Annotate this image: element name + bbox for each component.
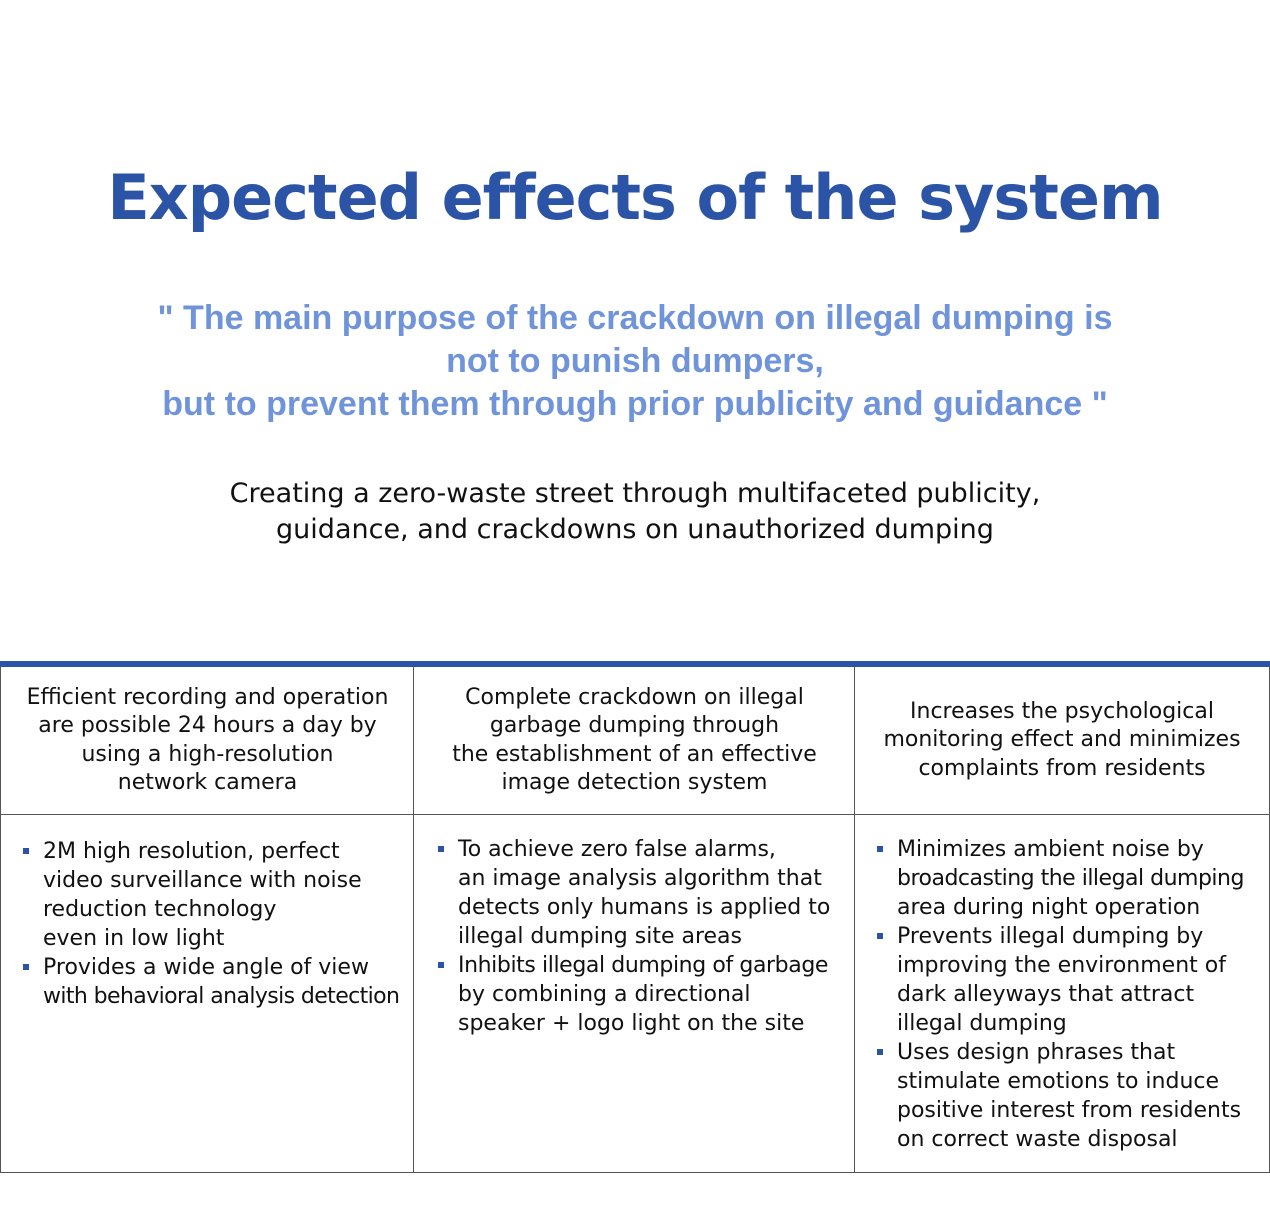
bullet-line: on correct waste disposal [897,1127,1178,1152]
bullet-square-icon [877,933,883,939]
page-title: Expected effects of the system [107,161,1163,234]
effects-column-recording [0,667,414,1173]
bullet-line: area during night operation [897,895,1201,920]
bullet-square-icon [438,846,444,852]
bullet-square-icon [438,962,444,968]
quote-line: not to punish dumpers, [446,342,824,380]
bullet-line: Uses design phrases that [897,1040,1176,1065]
bullet-line: dark alleyways that attract [897,982,1195,1007]
bullet-line: Prevents illegal dumping by [897,924,1204,949]
column-body [855,835,1269,1154]
bullet-square-icon [877,846,883,852]
list-item [438,835,855,951]
header-line: monitoring effect and minimizes [883,727,1241,753]
bullet-line: illegal dumping site areas [458,924,742,949]
subtitle-block [0,476,1270,548]
bullet-line: an image analysis algorithm that [458,866,822,891]
bullet-line: 2M high resolution, perfect [43,839,340,864]
column-body [414,835,855,1038]
header-line: complaints from residents [918,755,1206,781]
bullet-line: even in low light [43,926,225,951]
column-header [414,667,855,815]
effects-column-detection [413,667,855,1173]
bullet-line: Minimizes ambient noise by [897,837,1204,862]
header-line: the establishment of an effective [452,741,817,767]
bullet-line: speaker + logo light on the site [458,1011,805,1036]
list-item [877,1038,1269,1154]
column-body [1,837,414,1011]
bullet-line: positive interest from residents [897,1098,1242,1123]
column-header [855,667,1269,815]
bullet-line: video surveillance with noise [43,868,362,893]
bullet-line: stimulate emotions to induce [897,1069,1220,1094]
bullet-line: Inhibits illegal dumping of garbage [458,953,829,978]
list-item [877,835,1269,922]
header-line: image detection system [501,770,768,795]
header-line: are possible 24 hours a day by [38,713,377,738]
bullet-line: with behavioral analysis detection [43,984,400,1009]
subtitle-line: Creating a zero-waste street through multifaceted publicity, [229,478,1041,509]
bullet-line: illegal dumping [897,1011,1067,1036]
bullet-line: improving the environment of [897,953,1226,978]
bullet-line: To achieve zero false alarms, [458,837,776,862]
bullet-square-icon [877,1049,883,1055]
quote-line: but to prevent them through prior publicity and guidance " [162,385,1108,423]
effects-table [0,661,1270,1174]
subtitle-line: guidance, and crackdowns on unauthorized dumping [276,514,994,545]
header-line: garbage dumping through [489,713,780,738]
list-item [438,951,855,1038]
header-line: Increases the psychological [910,698,1214,724]
quote-line: " The main purpose of the crackdown on illegal dumping is [157,299,1113,337]
bullet-line: Provides a wide angle of view [43,955,369,980]
quote-block [0,297,1270,426]
header-line: Efficient recording and operation [26,684,389,710]
bullet-square-icon [23,848,29,854]
bullet-line: reduction technology [43,897,277,922]
list-item [23,837,414,953]
list-item [877,922,1269,1038]
list-item [23,953,414,1011]
bullet-square-icon [23,964,29,970]
header-line: Complete crackdown on illegal [465,684,804,710]
column-header [1,667,414,815]
bullet-line: detects only humans is applied to [458,895,831,920]
bullet-line: broadcasting the illegal dumping [897,866,1244,891]
header-line: network camera [117,770,298,795]
effects-column-monitoring [854,667,1270,1173]
bullet-line: by combining a directional [458,982,751,1007]
header-line: using a high-resolution [81,741,334,767]
